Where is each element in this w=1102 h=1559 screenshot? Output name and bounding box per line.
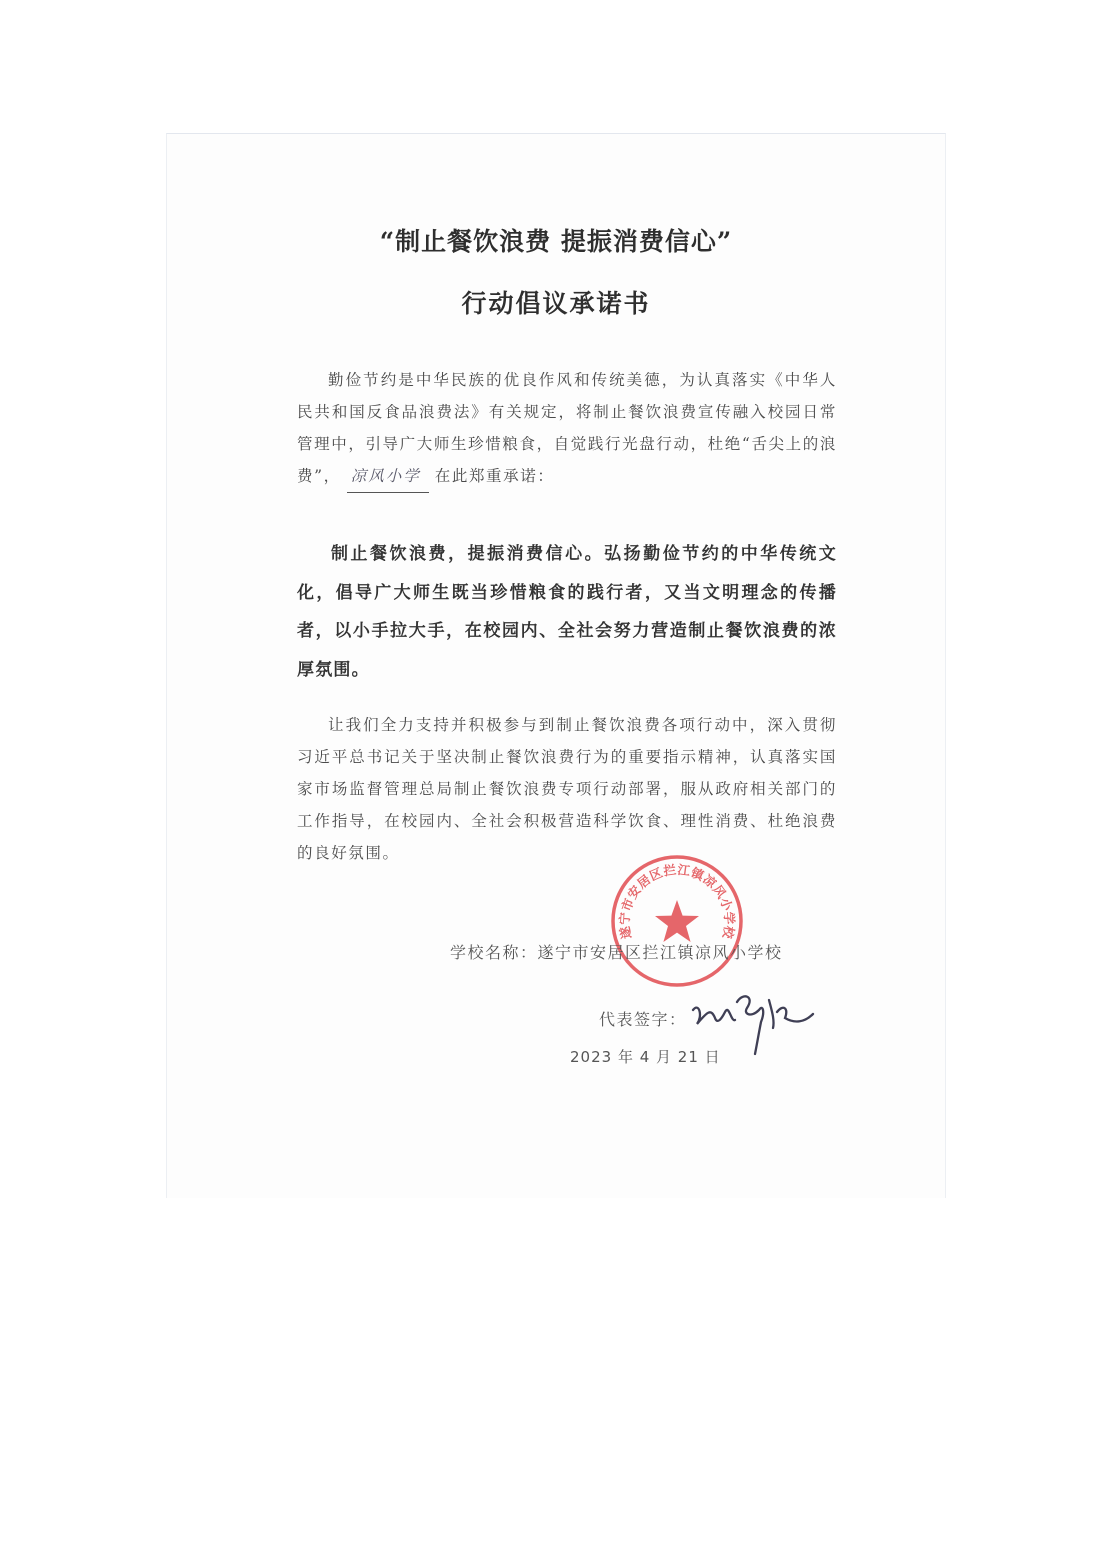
school-name: 遂宁市安居区拦江镇凉风小学校 [537, 943, 783, 962]
document-date: 2023 年 4 月 21 日 [570, 1048, 721, 1066]
paragraph-intro-text: 勤俭节约是中华民族的优良作风和传统美德，为认真落实《中华人民共和国反食品浪费法》有关规定，将制止餐饮浪费宣传融入校园日常管理中，引导广大师生珍惜粮食，自觉践行光盘行动，杜绝“舌尖上的浪费”， [297, 371, 837, 485]
representative-signature-label: 代表签字： [599, 1010, 687, 1029]
paragraph-intro [297, 364, 837, 493]
document-title-line1: “制止餐饮浪费 提振消费信心” [379, 227, 733, 256]
paragraph-call-to-action: 让我们全力支持并积极参与到制止餐饮浪费各项行动中，深入贯彻习近平总书记关于坚决制止餐饮浪费行为的重要指示精神，认真落实国家市场监督管理总局制止餐饮浪费专项行动部署，服从政府相关部门的工作指导，在校园内、全社会积极营造科学饮食、理性消费、杜绝浪费的良好氛围。 [297, 716, 837, 862]
paragraph-commitment: 制止餐饮浪费，提振消费信心。弘扬勤俭节约的中华传统文化，倡导广大师生既当珍惜粮食的践行者，又当文明理念的传播者，以小手拉大手，在校园内、全社会努力营造制止餐饮浪费的浓厚氛围。 [297, 544, 837, 680]
handwritten-signature [685, 972, 820, 1057]
scanned-document [166, 133, 946, 1198]
school-label: 学校名称： [450, 943, 538, 962]
document-title-line2: 行动倡议承诺书 [461, 289, 651, 318]
paragraph-intro-end: 在此郑重承诺： [434, 467, 555, 485]
school-fill-in: 凉风小学 [347, 460, 429, 493]
school-name-line [450, 940, 783, 963]
seal-text: 遂宁市安居区拦江镇凉风小学校 [616, 861, 738, 941]
official-seal-icon [608, 852, 746, 990]
